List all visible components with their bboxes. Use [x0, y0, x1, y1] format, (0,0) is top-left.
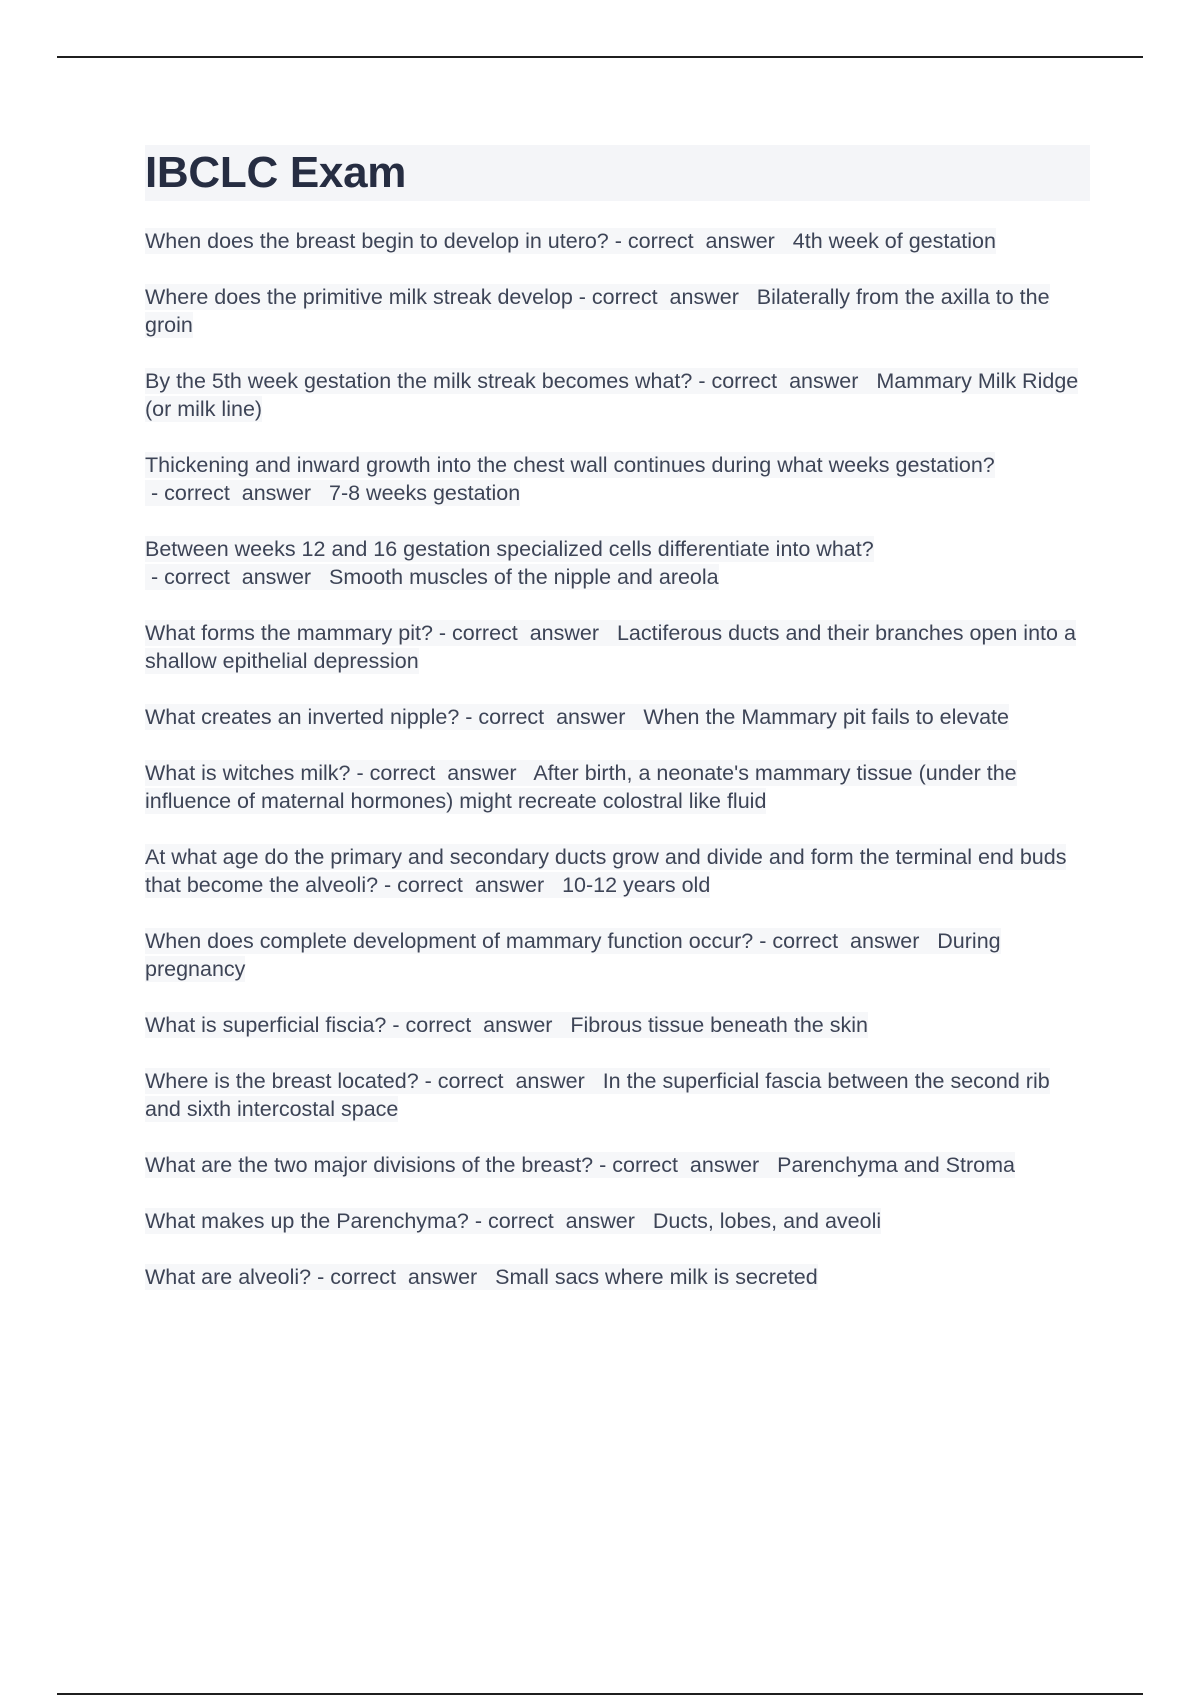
- question-text: What is superficial fiscia?: [145, 1013, 387, 1037]
- answer-separator: - correct answer: [753, 929, 938, 953]
- top-rule: [57, 56, 1143, 58]
- question-text: Where does the primitive milk streak develop: [145, 285, 573, 309]
- qa-item: [145, 619, 1090, 675]
- answer-separator: - correct answer: [593, 1153, 778, 1177]
- qa-item: [145, 283, 1090, 339]
- question-text: At what age do the primary and secondary ducts grow and divide and form the terminal end buds that become the alveoli?: [145, 845, 1067, 897]
- question-text: What forms the mammary pit?: [145, 621, 433, 645]
- question-text: When does complete development of mammary function occur?: [145, 929, 754, 953]
- answer-text: 4th week of gestation: [792, 229, 996, 253]
- answer-separator: - correct answer: [350, 761, 534, 785]
- question-text: What are alveoli?: [145, 1265, 312, 1289]
- answer-separator: - correct answer: [418, 1069, 603, 1093]
- answer-text: Mammary Milk Ridge (or milk line): [145, 369, 1079, 421]
- answer-text: Ducts, lobes, and aveoli: [652, 1209, 882, 1233]
- answer-separator: - correct answer: [378, 873, 563, 897]
- answer-text: 10-12 years old: [562, 873, 711, 897]
- answer-text: Bilaterally from the axilla to the groin: [145, 285, 1050, 337]
- question-text: Thickening and inward growth into the chest wall continues during what weeks gestation?: [145, 453, 995, 477]
- question-text: Where is the breast located?: [145, 1069, 419, 1093]
- qa-item: [145, 227, 1090, 255]
- answer-separator: - correct answer: [459, 705, 644, 729]
- qa-list: [145, 227, 1090, 1291]
- answer-text: Smooth muscles of the nipple and areola: [329, 565, 719, 589]
- title-band: [145, 145, 1090, 201]
- answer-separator: - correct answer: [608, 229, 793, 253]
- question-text: What are the two major divisions of the breast?: [145, 1153, 594, 1177]
- qa-item: [145, 1151, 1090, 1179]
- answer-separator: - correct answer: [386, 1013, 571, 1037]
- answer-text: Fibrous tissue beneath the skin: [570, 1013, 868, 1037]
- answer-text: Lactiferous ducts and their branches open into a shallow epithelial depression: [145, 621, 1076, 673]
- answer-text: After birth, a neonate's mammary tissue (under the influence of maternal hormones) might recreate colostral like fluid: [145, 761, 1017, 813]
- qa-item: [145, 1263, 1090, 1291]
- bottom-rule: [57, 1693, 1143, 1695]
- question-text: What makes up the Parenchyma?: [145, 1209, 469, 1233]
- qa-item: [145, 1207, 1090, 1235]
- question-text: Between weeks 12 and 16 gestation specialized cells differentiate into what?: [145, 537, 874, 561]
- qa-item: [145, 1067, 1090, 1123]
- answer-separator: - correct answer: [145, 565, 329, 589]
- qa-item: [145, 927, 1090, 983]
- answer-separator: - correct answer: [572, 285, 757, 309]
- question-text: What creates an inverted nipple?: [145, 705, 460, 729]
- answer-separator: - correct answer: [468, 1209, 653, 1233]
- answer-separator: - correct answer: [432, 621, 617, 645]
- qa-item: [145, 367, 1090, 423]
- answer-text: In the superficial fascia between the second rib and sixth intercostal space: [145, 1069, 1050, 1121]
- answer-text: When the Mammary pit fails to elevate: [643, 705, 1009, 729]
- question-text: When does the breast begin to develop in utero?: [145, 229, 609, 253]
- qa-item: [145, 1011, 1090, 1039]
- qa-item: [145, 759, 1090, 815]
- qa-item: [145, 451, 1090, 507]
- answer-separator: - correct answer: [311, 1265, 496, 1289]
- qa-item: [145, 535, 1090, 591]
- answer-text: During pregnancy: [145, 929, 1001, 981]
- question-text: What is witches milk?: [145, 761, 351, 785]
- answer-separator: - correct answer: [692, 369, 877, 393]
- document-body: [145, 145, 1090, 1319]
- answer-text: Small sacs where milk is secreted: [495, 1265, 818, 1289]
- answer-text: Parenchyma and Stroma: [777, 1153, 1015, 1177]
- qa-item: [145, 843, 1090, 899]
- answer-text: 7-8 weeks gestation: [329, 481, 521, 505]
- qa-item: [145, 703, 1090, 731]
- page-title: IBCLC Exam: [145, 148, 407, 197]
- answer-separator: - correct answer: [145, 481, 329, 505]
- question-text: By the 5th week gestation the milk streak becomes what?: [145, 369, 693, 393]
